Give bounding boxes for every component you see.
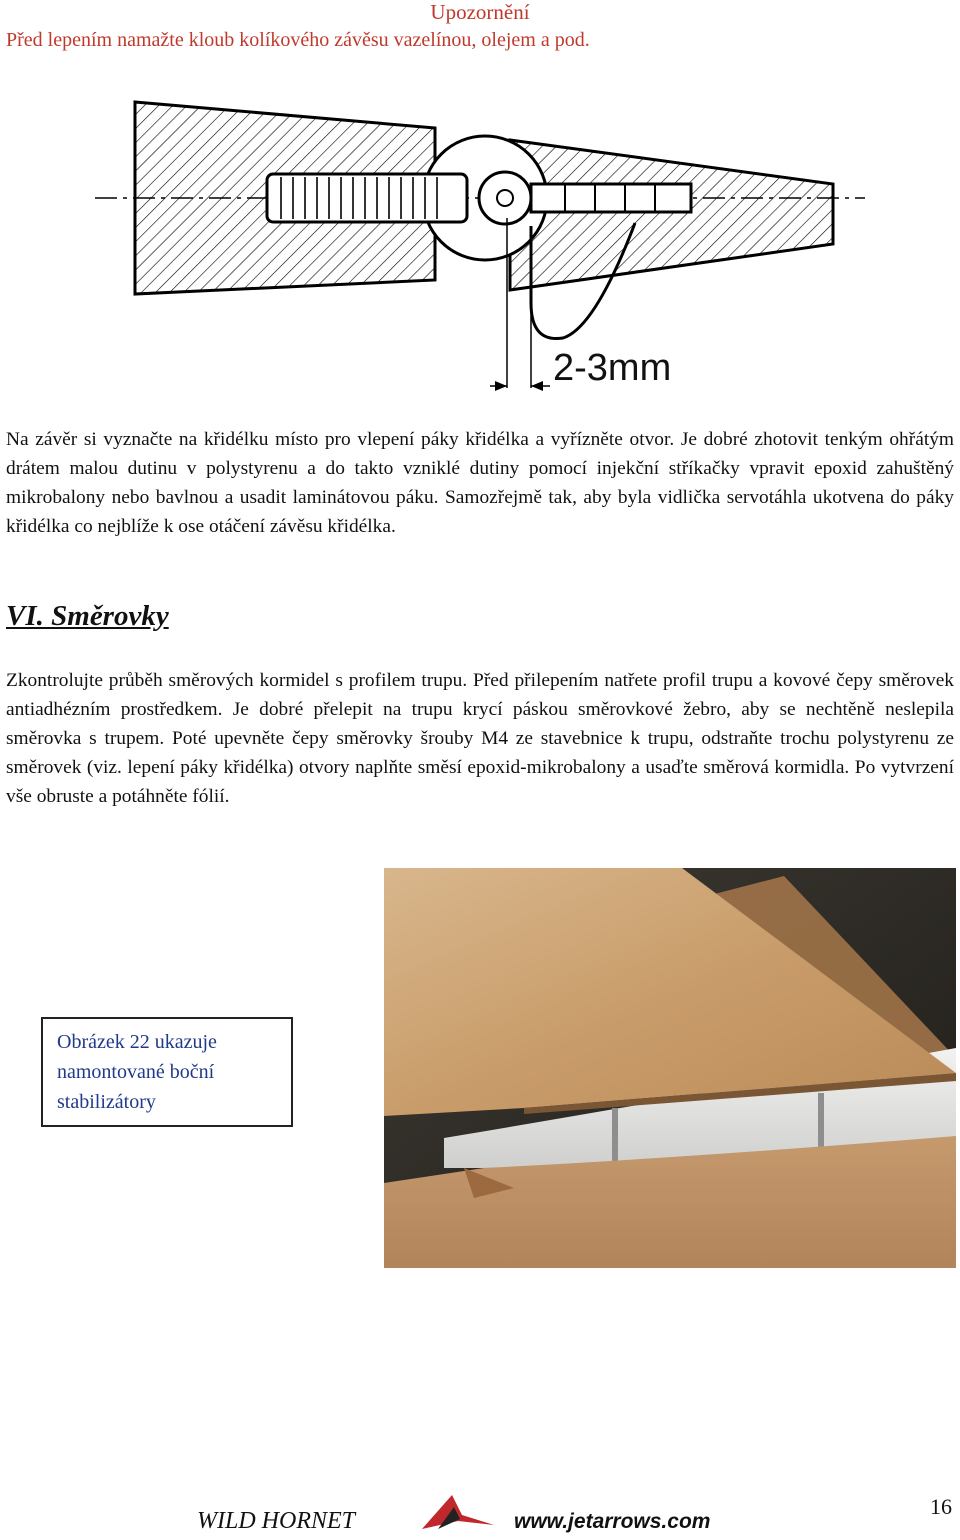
figure-caption: Obrázek 22 ukazuje namontované boční stabilizátory — [41, 1017, 293, 1127]
notice-text: Před lepením namažte kloub kolíkového závěsu vazelínou, olejem a pod. — [6, 29, 590, 51]
dimension-label: 2-3mm — [553, 347, 672, 389]
section-heading: VI. Směrovky — [6, 600, 169, 632]
jet-logo-icon — [418, 1491, 498, 1535]
aileron-section — [510, 140, 833, 290]
stabilizer-photo — [384, 868, 956, 1268]
clevis-rod — [531, 184, 691, 212]
notice-title: Upozornění — [430, 0, 530, 24]
footer-url[interactable]: www.jetarrows.com — [514, 1510, 711, 1533]
page-number: 16 — [930, 1494, 952, 1519]
hinge-diagram — [95, 98, 865, 398]
footer-brand: WILD HORNET — [197, 1508, 356, 1534]
paragraph-ailoron-horn: Na závěr si vyznačte na křidélku místo pro vlepení páky křidélka a vyřízněte otvor. Je dobré zhotovit tenkým ohřátým drátem malou dutinu v polystyrenu a do takto vzniklé dutiny pomocí injekční stříkačky vpravit epoxid zahuštěný mikrobalony nebo bavlnou a usadit laminátovou páku. Samozřejmě tak, aby byla vidlička servotáhla ukotvena do páky křidélka co nejblíže k ose otáčení závěsu křidélka. — [6, 429, 954, 537]
section-body: Zkontrolujte průběh směrových kormidel s profilem trupu. Před přilepením natřete profil trupu a kovové čepy směrovek antiadhézním prostředkem. Je dobré přelepit na trupu krycí páskou směrovkové žebro, aby se nechtěně neslepila směrovka s trupem. Poté upevněte čepy směrovky šrouby M4 ze stavebnice k trupu, odstraňte trochu polystyrenu ze směrovek (viz. lepení páky křidélka) otvory naplňte směsí epoxid-mikrobalony a usaďte směrová kormidla. Po vytvrzení vše obruste a potáhněte fólií. — [6, 670, 954, 807]
